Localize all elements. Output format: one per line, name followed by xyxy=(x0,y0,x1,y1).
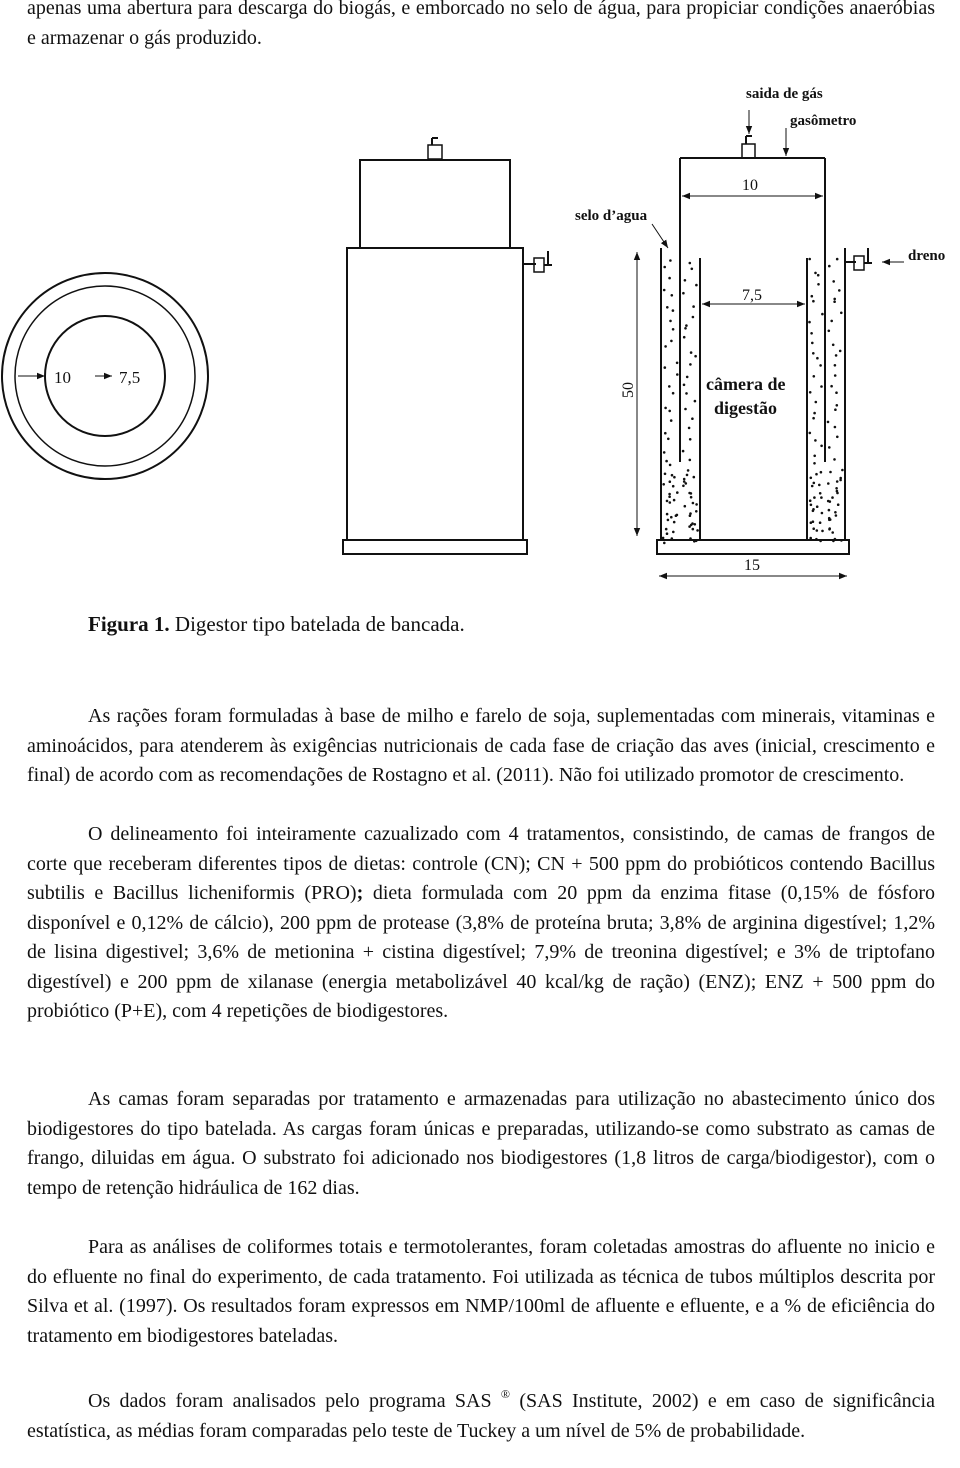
paragraph-design-part1: O delineamento foi inteiramente cazualizado com 4 tratamentos, consistindo, de camas de frangos de corte que receberam diferentes tipos de dietas: controle (CN); CN + 500 ppm do probióticos contendo Bacillus subtilis e Bacillus licheniformis (PRO) xyxy=(27,823,935,904)
seal-dot xyxy=(676,491,679,494)
seal-dot xyxy=(671,537,674,540)
seal-dot xyxy=(811,342,814,345)
seal-dot xyxy=(666,532,669,535)
seal-dot xyxy=(840,312,843,315)
paragraph-statistics-part1: Os dados foram analisados pelo programa SAS xyxy=(88,1390,501,1412)
seal-dot xyxy=(685,392,688,395)
seal-dot xyxy=(689,512,692,515)
seal-dot xyxy=(828,330,831,333)
seal-dot xyxy=(664,473,667,476)
seal-dot xyxy=(820,385,823,388)
seal-dot xyxy=(689,363,692,366)
seal-dot xyxy=(666,500,669,503)
top-view-diagram xyxy=(2,273,208,479)
seal-dot xyxy=(813,482,816,485)
seal-dot xyxy=(676,514,679,517)
seal-dot xyxy=(670,340,673,343)
label-gas-outlet: saida de gás xyxy=(746,86,823,102)
seal-dot xyxy=(820,496,823,499)
seal-dot xyxy=(821,512,824,515)
seal-dot xyxy=(814,439,817,442)
seal-dot xyxy=(691,522,694,525)
seal-dot xyxy=(676,373,679,376)
seal-dot xyxy=(809,499,812,502)
seal-dot xyxy=(811,295,814,298)
seal-dot xyxy=(828,446,831,449)
seal-dot xyxy=(669,501,672,504)
seal-dot xyxy=(672,485,675,488)
seal-dot xyxy=(667,519,670,522)
seal-dot xyxy=(663,289,666,292)
seal-dot xyxy=(832,540,835,543)
seal-dot xyxy=(829,471,832,474)
seal-dot xyxy=(816,357,819,360)
seal-dot xyxy=(812,527,815,530)
seal-dot xyxy=(684,408,687,411)
seal-dot xyxy=(840,539,843,542)
seal-dot xyxy=(669,320,672,323)
seal-dot xyxy=(817,274,820,277)
seal-dot xyxy=(834,408,837,411)
seal-dot xyxy=(835,487,838,490)
seal-dot xyxy=(685,324,688,327)
figure-caption-label: Figura 1. xyxy=(88,612,170,636)
seal-dot xyxy=(812,352,815,355)
paragraph-beds: As camas foram separadas por tratamento e armazenadas para utilização no abastecimento único dos biodigestores do tipo batelada. As cargas foram únicas e preparadas, utilizando-se como substrato as camas de frango, diluidas em água. O substrato foi adicionado nos biodigestores (1,8 litros de carga/biodigestor), com o tempo de retenção hidráulica de 162 dias. xyxy=(27,1088,935,1199)
seal-dot xyxy=(672,392,675,395)
label-height: 50 xyxy=(620,382,637,398)
seal-dot xyxy=(829,518,832,521)
seal-dot xyxy=(820,471,823,474)
seal-dot xyxy=(830,385,833,388)
seal-dot xyxy=(836,490,839,493)
seal-dot xyxy=(832,280,835,283)
seal-dot xyxy=(821,313,824,316)
seal-dot xyxy=(688,525,691,528)
seal-dot xyxy=(671,474,674,477)
seal-dot xyxy=(836,480,839,483)
seal-dot xyxy=(833,298,836,301)
seal-dot xyxy=(668,385,671,388)
side-view-diagram xyxy=(343,138,552,554)
paragraph-design-semicolon: ; xyxy=(356,882,364,904)
seal-dot xyxy=(813,375,816,378)
seal-dot xyxy=(671,294,674,297)
label-gasometer: gasômetro xyxy=(790,113,857,129)
seal-dot xyxy=(664,432,667,435)
seal-dot xyxy=(808,258,811,261)
seal-dot xyxy=(809,391,812,394)
seal-dot xyxy=(695,503,698,506)
seal-dot xyxy=(662,537,665,540)
seal-dot xyxy=(666,306,669,309)
seal-dot xyxy=(813,412,816,415)
seal-dot xyxy=(815,538,818,541)
seal-dot xyxy=(669,464,672,467)
seal-dot xyxy=(695,284,698,287)
seal-dot xyxy=(689,459,692,462)
seal-dot xyxy=(689,262,692,265)
seal-dot xyxy=(690,492,693,495)
seal-dot xyxy=(837,503,840,506)
seal-dot xyxy=(835,391,838,394)
paragraph-analyses: Para as análises de coliformes totais e termotolerantes, foram coletadas amostras do afluente no inicio e do efluente no final do experimento, de cada tratamento. Foi utilizada as técnica de tubos múltiplos descrita por Silva et al. (1997). Os resultados foram expressos em NMP/100ml de afluente e efluente, e a % de eficiência do tratamento em biodigestores bateladas. xyxy=(27,1236,935,1347)
seal-dot xyxy=(696,529,699,532)
seal-dot xyxy=(834,374,837,377)
label-drain: dreno xyxy=(908,248,946,264)
top-view-inner-label: 7,5 xyxy=(119,368,141,387)
seal-dot xyxy=(691,417,694,420)
seal-dot xyxy=(808,321,811,324)
seal-dot xyxy=(665,460,668,463)
seal-dot xyxy=(829,500,832,503)
seal-dot xyxy=(839,350,842,353)
gasometer-body xyxy=(360,160,510,248)
seal-dot xyxy=(689,537,692,540)
seal-dot xyxy=(672,328,675,331)
seal-dot xyxy=(819,364,822,367)
seal-dot xyxy=(692,502,695,505)
seal-dot xyxy=(688,427,691,430)
paragraph-statistics-part2: (SAS Institute, 2002) e em caso de significância estatística, as médias foram comparadas pelo teste de Tuckey a um nível de 5% de probabilidade. xyxy=(27,1390,935,1442)
seal-dot xyxy=(820,445,823,448)
seal-dot xyxy=(831,531,834,534)
seal-dot xyxy=(838,289,841,292)
seal-dot xyxy=(694,355,697,358)
seal-dot xyxy=(664,345,667,348)
seal-dot xyxy=(668,493,671,496)
seal-dot xyxy=(683,478,686,481)
seal-dot xyxy=(670,419,673,422)
paragraph-rations: As rações foram formuladas à base de milho e farelo de soja, suplementadas com minerais, vitaminas e aminoácidos, para atenderem às exigências nutricionais de cada fase de criação das aves (inicial, crescimento e final) de acordo com as recomendações de Rostagno et al. (2011). Não foi utilizado promotor de crescimento. xyxy=(27,705,935,786)
seal-dot xyxy=(811,485,814,488)
registered-mark: ® xyxy=(500,1387,511,1401)
seal-dot xyxy=(664,407,667,410)
seal-dot xyxy=(669,259,672,262)
seal-dot xyxy=(687,469,690,472)
paragraph-statistics xyxy=(27,1380,935,1446)
figure-caption-text: Digestor tipo batelada de bancada. xyxy=(169,612,465,636)
valve-top xyxy=(428,145,442,159)
seal-dot xyxy=(676,362,679,365)
paragraph-design xyxy=(27,820,935,1027)
seal-dot xyxy=(673,521,676,524)
seal-dot xyxy=(695,540,698,543)
seal-dot xyxy=(815,473,818,476)
seal-dot xyxy=(668,410,671,413)
seal-dot xyxy=(809,432,812,435)
label-water-seal: selo d’agua xyxy=(575,208,648,224)
seal-dot xyxy=(819,492,822,495)
seal-dot xyxy=(690,351,693,354)
cross-section-diagram xyxy=(637,110,904,576)
seal-dot xyxy=(834,426,837,429)
seal-dot xyxy=(663,451,666,454)
seal-dot xyxy=(691,268,694,271)
seal-dot xyxy=(685,482,688,485)
seal-dot xyxy=(695,510,698,513)
seal-dot xyxy=(694,523,697,526)
seal-dot xyxy=(814,272,817,275)
seal-dot xyxy=(668,495,671,498)
seal-dot xyxy=(821,530,824,533)
seal-dot xyxy=(809,537,812,540)
seal-dot xyxy=(812,417,815,420)
seal-dot xyxy=(810,504,813,507)
seal-dot xyxy=(683,336,686,339)
seal-dot xyxy=(694,400,697,403)
seal-dot xyxy=(817,283,820,286)
seal-dot xyxy=(813,462,816,465)
seal-dot xyxy=(667,438,670,441)
seal-dot xyxy=(812,508,815,511)
seal-dot xyxy=(665,528,668,531)
seal-dot xyxy=(810,332,813,335)
seal-dot xyxy=(810,521,813,524)
seal-dot xyxy=(828,265,831,268)
seal-dot xyxy=(672,531,675,534)
seal-dot xyxy=(673,476,676,479)
seal-dot xyxy=(664,366,667,369)
seal-dot xyxy=(836,436,839,439)
seal-dot xyxy=(818,484,821,487)
seal-dot xyxy=(833,458,836,461)
intro-paragraph: apenas uma abertura para descarga do biogás, e emborcado no selo de água, para propiciar condições anaeróbias e armazenar o gás produzido. xyxy=(27,0,935,49)
seal-dot xyxy=(686,376,689,379)
seal-dot xyxy=(683,384,686,387)
seal-dot xyxy=(819,521,822,524)
digester-body xyxy=(347,248,523,540)
seal-dot xyxy=(689,438,692,441)
seal-dot xyxy=(690,496,693,499)
seal-dot xyxy=(815,401,818,404)
seal-dot xyxy=(836,258,839,261)
seal-dot xyxy=(692,305,695,308)
seal-dot xyxy=(693,476,696,479)
seal-dot xyxy=(836,404,839,407)
seal-dot xyxy=(833,300,836,303)
seal-dot xyxy=(835,354,838,357)
seal-dot xyxy=(841,469,844,472)
seal-dot xyxy=(672,309,675,312)
seal-dot xyxy=(827,421,830,424)
seal-dot xyxy=(834,364,837,367)
seal-dot xyxy=(832,344,835,347)
seal-dot xyxy=(682,292,685,295)
seal-dot xyxy=(831,496,834,499)
seal-dot xyxy=(813,496,816,499)
label-chamber-line1: câmera de xyxy=(706,374,786,394)
seal-dot xyxy=(666,513,669,516)
digester-figure xyxy=(0,70,960,630)
seal-dot xyxy=(819,540,822,543)
seal-dot xyxy=(684,505,687,508)
seal-dot xyxy=(835,514,838,517)
seal-dot xyxy=(692,316,695,319)
seal-dot xyxy=(839,477,842,480)
seal-dot xyxy=(670,516,673,519)
seal-dot xyxy=(669,480,672,483)
seal-dot xyxy=(682,450,685,453)
seal-dot xyxy=(682,485,685,488)
seal-dot xyxy=(828,509,831,512)
figure-caption xyxy=(88,612,465,637)
label-width-inner: 7,5 xyxy=(742,287,762,304)
seal-dot xyxy=(834,511,837,514)
seal-dot xyxy=(662,483,665,486)
label-width-base: 15 xyxy=(744,557,760,574)
seal-dot xyxy=(692,528,695,531)
seal-dot xyxy=(810,477,813,480)
seal-dot xyxy=(668,277,671,280)
seal-dot xyxy=(828,528,831,531)
digester-base xyxy=(343,540,527,554)
seal-dot xyxy=(673,499,676,502)
seal-dot xyxy=(816,529,819,532)
seal-dot xyxy=(812,300,815,303)
seal-dot xyxy=(684,279,687,282)
label-width-top: 10 xyxy=(742,177,758,194)
seal-dot xyxy=(663,542,666,545)
seal-dot xyxy=(827,482,830,485)
seal-dot xyxy=(684,327,687,330)
label-chamber-line2: digestão xyxy=(714,398,777,418)
seal-dot xyxy=(816,505,819,508)
paragraph-design-part2: dieta formulada com 20 ppm da enzima fitase (0,15% de fósforo disponível e 0,12% de cálcio), 200 ppm de protease (3,8% de proteína bruta; 3,8% de arginina digestível; 1,2% de lisina digestivel; 3,6% de metionina + cistina digestível; 7,9% de treonina digestível; e 3% de triptofano digestível) e 200 ppm de xilanase (energia metabolizável 40 kcal/kg de ração) (ENZ); ENZ + 500 ppm do probiótico (P+E), com 4 repetições de biodigestores. xyxy=(27,882,936,1022)
seal-dot xyxy=(686,474,689,477)
seal-dot xyxy=(830,320,833,323)
top-view-outer-label: 10 xyxy=(54,368,71,387)
seal-dot xyxy=(663,266,666,269)
seal-dot xyxy=(813,455,816,458)
